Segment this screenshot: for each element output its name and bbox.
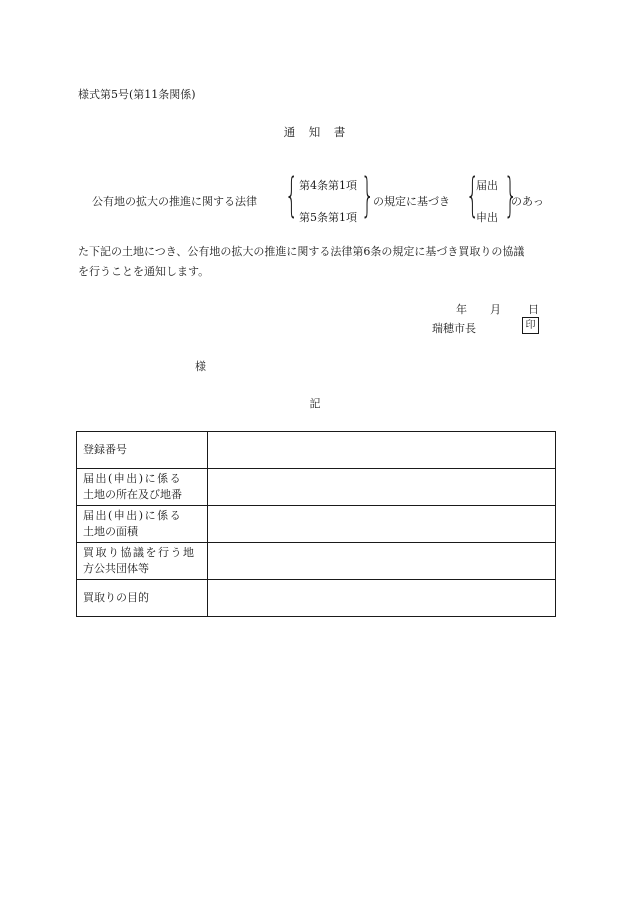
- row-value-cell[interactable]: [208, 506, 556, 543]
- body-text-line: を行うことを通知します。: [78, 265, 210, 278]
- seal-mark: 印: [522, 317, 539, 334]
- article-option-4: 第4条第1項: [299, 179, 357, 192]
- row-label-line: 土地の面積: [83, 525, 138, 538]
- row-label-line: 届出(申出)に係る: [83, 472, 183, 485]
- row-label-line: 買取り協議を行う地: [83, 546, 196, 559]
- row-label-line: 届出(申出)に係る: [83, 509, 183, 522]
- date-year-label: 年: [456, 303, 467, 316]
- right-brace-icon: }: [504, 168, 518, 222]
- row-label: [77, 432, 208, 469]
- row-label-line: 土地の所在及び地番: [83, 488, 182, 501]
- mayor-title: 瑞穂市長: [432, 322, 476, 335]
- row-label: [77, 543, 208, 580]
- row-value-cell[interactable]: [208, 432, 556, 469]
- row-value-cell[interactable]: [208, 580, 556, 617]
- row-label-line: 買取りの目的: [83, 591, 149, 604]
- row-label: [77, 580, 208, 617]
- sentence-middle-text: の規定に基づき: [373, 195, 450, 208]
- table-row: [77, 580, 556, 617]
- table-row: [77, 543, 556, 580]
- table-row: [77, 469, 556, 506]
- date-day-label: 日: [528, 303, 539, 316]
- row-label-line: 登録番号: [83, 443, 127, 456]
- ki-heading: 記: [309, 397, 321, 410]
- sentence-tail-text: のあっ: [511, 195, 544, 208]
- article-option-5: 第5条第1項: [299, 211, 357, 224]
- filing-option-todokede: 届出: [476, 179, 498, 192]
- date-month-label: 月: [490, 303, 501, 316]
- row-value-cell[interactable]: [208, 543, 556, 580]
- body-text-line: た下記の土地につき、公有地の拡大の推進に関する法律第6条の規定に基づき買取りの協議: [78, 245, 525, 258]
- land-info-table: [76, 431, 556, 617]
- row-label: [77, 469, 208, 506]
- addressee-honorific: 様: [195, 360, 206, 373]
- table-row: [77, 432, 556, 469]
- row-label-line: 方公共団体等: [83, 562, 149, 575]
- row-label: [77, 506, 208, 543]
- right-brace-icon: }: [361, 168, 375, 222]
- table-row: [77, 506, 556, 543]
- document-title: 通 知 書: [283, 125, 347, 139]
- form-number-label: 様式第5号(第11条関係): [78, 88, 196, 101]
- left-brace-icon: {: [285, 168, 299, 222]
- row-value-cell[interactable]: [208, 469, 556, 506]
- sentence-lead-text: 公有地の拡大の推進に関する法律: [92, 195, 257, 208]
- left-brace-icon: {: [466, 168, 480, 222]
- filing-option-moushide: 申出: [476, 211, 498, 224]
